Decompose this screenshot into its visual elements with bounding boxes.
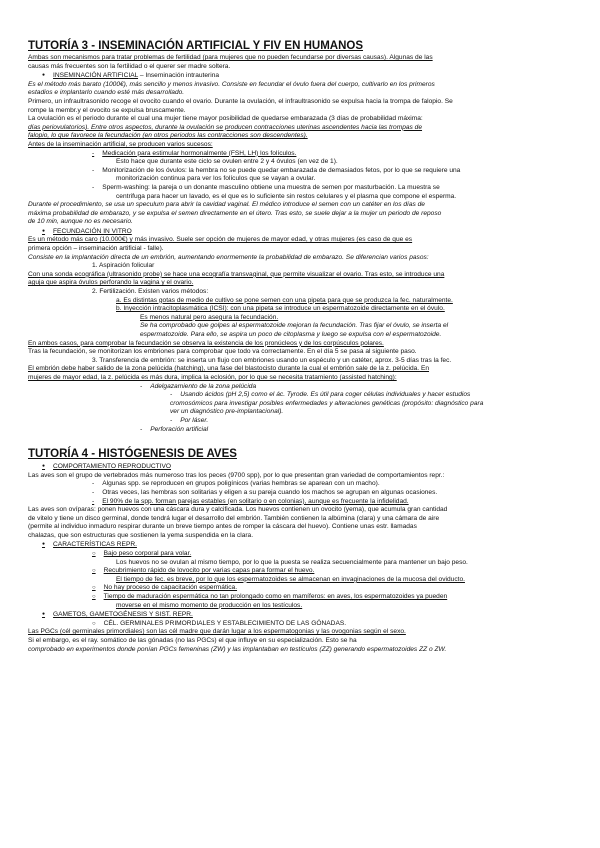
paragraph-line: días periovulatorios). Entre otros aspectos, durante la ovulación se producen contracciones uterinas ascendentes hacia las trompas de (28, 123, 423, 131)
paragraph-line: Las aves son el grupo de vertebrados más numeroso tras los peces (9700 spp), por lo que presentan gran variedad de comportamientos repr.: (28, 471, 445, 479)
paragraph-line: Las PGCs (cél germinales primordiales) son las cél madre que darán lugar a los espermatogonias y las ovogonias según el sexo. (28, 628, 406, 636)
paragraph-line: rompe la membr.y el ovocito se expulsa bruscamente. (28, 106, 186, 114)
heading-caracteristicas: ● CARACTERÍSTICAS REPR. (42, 540, 580, 550)
step-heading: 1. Aspiración folicular (92, 262, 155, 270)
paragraph-line: primera opción – inseminación artificial - falle). (28, 245, 164, 253)
list-item: ○ Bajo peso corporal para volar. (92, 550, 580, 559)
heading-suffix: – Inseminación intrauterina (138, 72, 220, 80)
list-item-detail: ver un diagnóstico pre-implantacional). (170, 408, 284, 416)
paragraph-line: Durante el procedimiento, se usa un speculum para abrir la cavidad vaginal. El médico introduce el semen con un catéter en los días de (28, 201, 425, 209)
intro-line: Ambas son mecanismos para tratar problemas de fertilidad (para mujeres que no pueden fecundarse por diversas causas). Algunas de las (28, 54, 433, 61)
list-item: ○ No hay proceso de capacitación espermática. (92, 584, 580, 593)
intro-line: causas más frecuentes son la fertilidad o el querer ser madre soltera. (28, 62, 231, 70)
section-title-tutoria-4: TUTORÍA 4 - HISTÓGENESIS DE AVES (28, 448, 237, 461)
paragraph-line: Tras la fecundación, se monitorizan los embriones para comprobar que todo va correctamente. En el día 5 se pasa al siguiente paso. (28, 348, 417, 356)
paragraph-line: de 10 min, aunque no es necesario. (28, 218, 133, 226)
list-item: - Sperm-washing: la pareja o un donante masculino obtiene una muestra de semen por masturbación. La muestra se (92, 184, 580, 193)
list-item: - Monitorización de los óvulos: la hembra no se puede quedar embarazada de demasiados fetos, por lo que se requiere una (92, 167, 580, 176)
paragraph-line: Consiste en la implantación directa de un embrión, aumentando enormemente la probabilidad de embarazo. Se diferencian varios pasos: (28, 253, 429, 261)
heading-gametos: ● GAMETOS, GAMETOGÉNESIS Y SIST. REPR. (42, 610, 580, 620)
paragraph-line: Con una sonda ecográfica (ultrasonido probe) se hace una ecografía transvaginal, que permite visualizar el ovario. Tras esto, se introduce una (28, 270, 445, 278)
sub-step: b. Inyección intracitoplasmática (ICSI): con una pipeta se introduce un espermatozoide directamente en el óvulo. (116, 305, 445, 313)
list-item: - El 90% de la spp. forman parejas estables (en solitario o en colonias), aunque es frecuente la infidelidad. (92, 498, 580, 507)
paragraph-line: Las aves son ovíparas: ponen huevos con una cáscara dura y calcificada. Los huevos contienen un ovocito (yema), que acumula gran cantidad (28, 506, 448, 514)
paragraph-line: Primero, un infraultrasonido recoge el ovocito cuando el ovario. Durante la ovulación, el infraultrasonido se expulsa hacia la trompa de falopio. Se (28, 97, 453, 105)
list-item: - Usando ácidos (pH 2,5) como el ác. Tyrode. Es útil para coger células individuales y hacer estudios (170, 391, 580, 400)
paragraph-line: de vitelo y tiene un disco germinal, donde tendrá lugar el desarrollo del embrión. También contienen la albúmina (clara) y una cámara de aire (28, 514, 440, 522)
paragraph-line: chalazas, que son estructuras que sostienen la yema suspendida en la clara. (28, 531, 254, 539)
paragraph-line: comprobado en experimentos donde ponían PGCs femeninas (ZW) y las implantaban en testículos (ZZ) generando espermatozoides ZZ o ZW. (28, 645, 447, 653)
paragraph-line: El embrión debe haber salido de la zona pelúcida (hatching), una fase del blastocisto durante la cual el embrión sale de la z. pelúcida. En (28, 365, 430, 373)
list-item-detail: monitorización continua para ver los folículos que se vayan a ovular. (116, 175, 316, 183)
list-item-detail: moverse en el mismo momento de producción en los testículos. (116, 601, 303, 609)
list-item-detail: El tiempo de fec. es breve, por lo que los espermatozoides se almacenan en invaginaciones de la mucosa del oviducto. (116, 575, 465, 583)
list-item: - Medicación para estimular hormonalmente (FSH, LH) los folículos. (92, 150, 580, 159)
section-title-tutoria-3: TUTORÍA 3 - INSEMINACIÓN ARTIFICIAL Y FIV EN HUMANOS (28, 40, 364, 52)
heading-label: INSEMINACIÓN ARTIFICIAL (53, 72, 139, 80)
paragraph-line: En ambos casos, para comprobar la fecundación se observa la existencia de los pronúcleos y de los corpúsculos polares. (28, 339, 384, 347)
sub-heading: ○ CÉL. GERMINALES PRIMORDIALES Y ESTABLECIMIENTO DE LAS GÓNADAS. (92, 620, 580, 629)
sub-step-detail: Es menos natural pero asegura la fecundación. (140, 313, 279, 321)
step-heading: 3. Transferencia de embrión: se inserta un flujo con embriones usando un espéculo y un catéter, aprox. 3-5 días tras la fec. (92, 356, 452, 364)
list-item: - Algunas spp. se reproducen en grupos poligínicos (varias hembras se aparean con un macho). (92, 480, 580, 489)
list-item: - Adelgazamiento de la zona pelúcida (140, 383, 580, 392)
list-item-detail: cromosómicos para investigar posibles enfermedades y alteraciones genéticas (propósito: diagnóstico para (170, 399, 484, 407)
paragraph-line: La ovulación es el periodo durante el cual una mujer tiene mayor posibilidad de quedarse embarazada (3 días de probabilidad máxima: (28, 115, 423, 123)
paragraph-line: Es un método más caro (10.000€) y más invasivo. Suele ser opción de mujeres de mayor edad, y otras mujeres (es caso de que es (28, 236, 413, 244)
paragraph-line: máxima probabilidad de embarazo, y se expulsa el semen directamente en el útero. Tras esto, se suele dejar a la mujer un periodo de reposo (28, 209, 442, 217)
list-item: ○ Recubrimiento rápido de lovocito por varias capas para formar el huevo. (92, 567, 580, 576)
paragraph-line: Es el método más barato (1000€), más sencillo y menos invasivo. Consiste en fecundar el óvulo fuera del cuerpo, cultivarlo en los primeros (28, 80, 435, 88)
list-item-detail: Esto hace que durante este ciclo se ovulen entre 2 y 4 óvulos (en vez de 1). (116, 158, 338, 166)
list-item-detail: centrifuga para hacer un lavado, es el que es lo suficiente sin restos celulares y el plasma que compone el esperma. (116, 192, 457, 200)
heading-inseminacion-artificial (42, 71, 580, 81)
list-item: - Otras veces, las hembras son solitarias y eligen a su pareja cuando los machos se agrupan en algunas ocasiones. (92, 489, 580, 498)
list-item: - Por láser. (170, 417, 580, 426)
list-item-detail: Los huevos no se ovulan al mismo tiempo, por lo que la puesta se realiza secuencialmente para mantener un bajo peso. (116, 558, 468, 566)
sub-step: a. Es distintas gotas de medio de cultivo se pone semen con una pipeta para que se produzca la fec. naturalmente. (116, 296, 453, 304)
heading-fecundacion-in-vitro: ● FECUNDACIÓN IN VITRO (42, 227, 580, 237)
sub-step-detail: Se ha comprobado que golpes al espermatozoide mejoran la fecundación. Tras fijar el óvulo, se inserta el (140, 322, 449, 330)
paragraph-line: aguja que aspira óvulos perforando la vagina y el ovario. (28, 279, 194, 287)
paragraph-line: estadios e implantarlo cuando esté más desarrollado. (28, 89, 185, 97)
list-item: ○ Tiempo de maduración espermática no tan prolongado como en mamíferos: en aves, los espermatozoides ya pueden (92, 593, 580, 602)
heading-comportamiento: ● COMPORTAMIENTO REPRODUCTIVO (42, 462, 580, 472)
step-heading: 2. Fertilización. Existen varios métodos: (92, 288, 209, 296)
paragraph-line: falopio, lo que favorece la fecundación (en otros periodos las contracciones son descendentes). (28, 132, 308, 140)
paragraph-line: Si el embargo, es el ray. somático de las gónadas (no las PGCs) el que influye en su especialización. Esto se ha (28, 637, 357, 644)
paragraph-line: Antes de la inseminación artificial, se producen varios sucesos: (28, 140, 213, 148)
paragraph-line: mujeres de mayor edad, la z. pelúcida es más dura, implica la eclosión, por lo que se necesita tratamiento (assisted hatching): (28, 373, 397, 381)
paragraph-line: (permite al individuo inmaduro respirar durante un breve tiempo antes de romper la cáscara del huevo). Contiene unas estr. llamadas (28, 523, 417, 531)
section-gap (20, 434, 580, 448)
list-item: - Perforación artificial (140, 426, 580, 435)
sub-step-detail: espermatozoide. Para ello, se aspira un poco de citoplasma y luego se expulsa con el espermatozoide. (140, 331, 442, 338)
